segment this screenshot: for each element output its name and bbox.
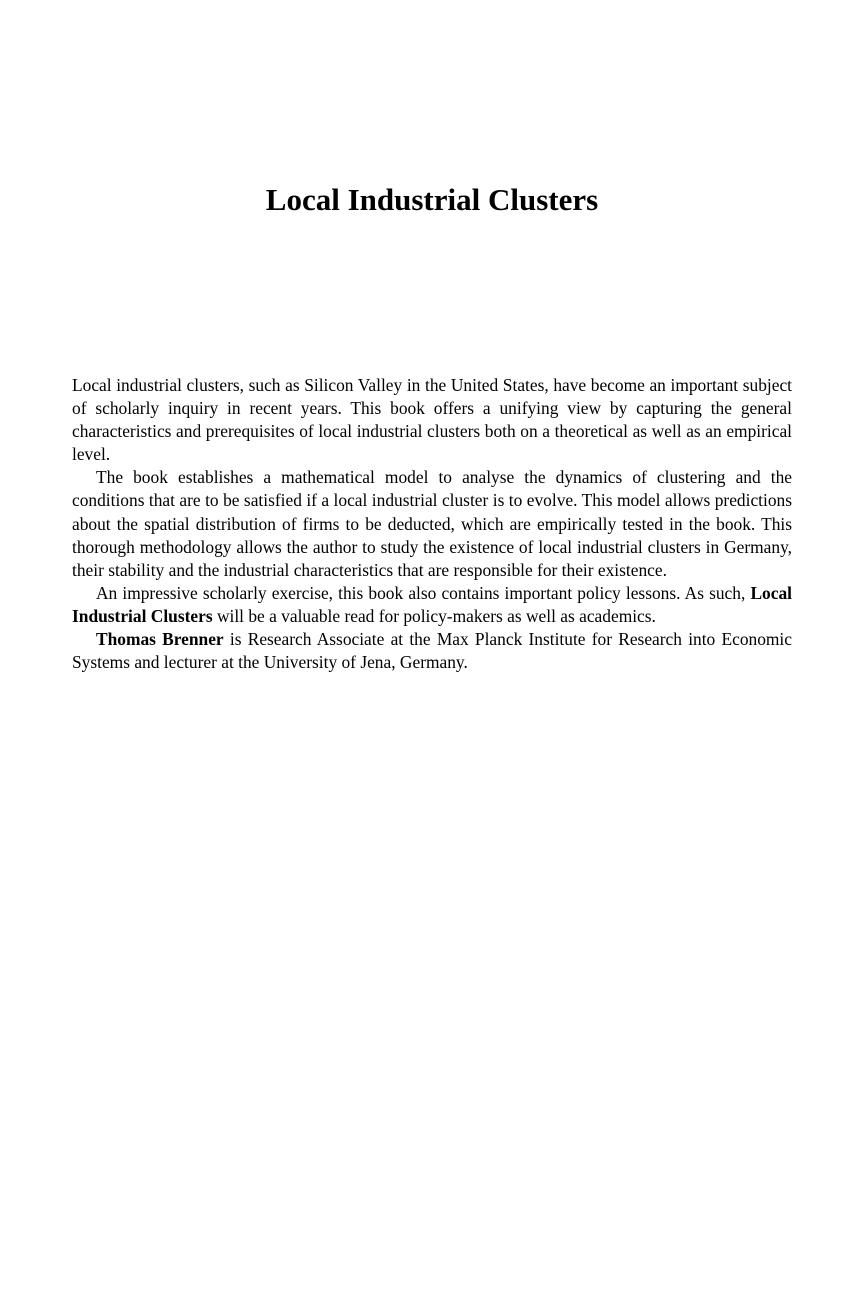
description-paragraph-model: The book establishes a mathematical model to analyse the dynamics of clustering and the conditions that are to be satisfied if a local industrial cluster is to evolve. This model allows predictions about the spatial distribution of firms to be deducted, which are empirically tested in the book. This thorough methodology allows the author to study the existence of local industrial clusters in Germany, their stability and the industrial characteristics that are responsible for their existence.	[72, 467, 792, 580]
description-paragraph-summary: Local industrial clusters, such as Silicon Valley in the United States, have become an important subject of scholarly inquiry in recent years. This book offers a unifying view by capturing the general characteristics and prerequisites of local industrial clusters both on a theoretical as well as an empirical level.	[72, 375, 792, 465]
description-paragraph-policy	[72, 582, 792, 628]
book-description	[72, 374, 792, 674]
policy-text-before: An impressive scholarly exercise, this book also contains important policy lessons. As such,	[96, 582, 751, 603]
author-affiliation-text: is Research Associate at the Max Planck Institute for Research into Economic Systems and lecturer at the University of Jena, Germany.	[72, 629, 792, 673]
policy-text-after: will be a valuable read for policy-makers as well as academics.	[212, 605, 656, 626]
author-name: Thomas Brenner	[96, 629, 224, 650]
author-biography	[72, 628, 792, 674]
book-title: Local Industrial Clusters	[265, 182, 599, 217]
book-title-inline: Local Industrial Clusters	[72, 582, 792, 626]
